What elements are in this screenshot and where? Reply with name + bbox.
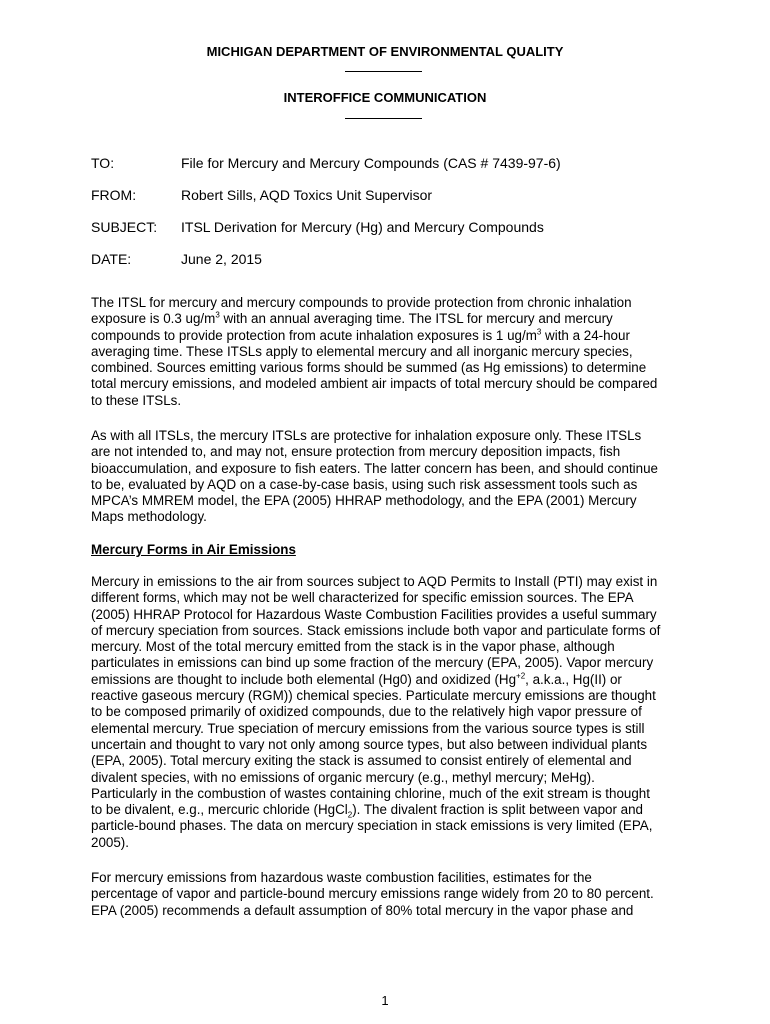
from-label: FROM:	[91, 187, 137, 203]
text-line: to these ITSLs.	[91, 392, 182, 408]
text-line: MPCA’s MMREM model, the EPA (2005) HHRAP methodology, and the EPA (2001) Mercury	[91, 493, 637, 509]
text-line: of mercury speciation from sources. Stack emissions include both vapor and particulate forms of	[91, 622, 661, 638]
text-line: emissions are thought to include both elemental (Hg0) and oxidized ($Hg^{+2}$, a.k.a., Hg(II) or	[91, 671, 622, 687]
text-line: Mercury in emissions to the air from sources subject to AQD Permits to Install (PTI) may exist in	[91, 574, 658, 589]
memo-type-heading: INTEROFFICE COMMUNICATION	[283, 90, 487, 105]
to-value: File for Mercury and Mercury Compounds (CAS # 7439-97-6)	[181, 155, 561, 171]
page-number: 1	[381, 993, 389, 1008]
text-line: particulates in emissions can bind up some fraction of the mercury (EPA, 2005). Vapor mercury	[91, 655, 654, 671]
to-label: TO:	[91, 155, 115, 171]
subject-value: ITSL Derivation for Mercury (Hg) and Mercury Compounds	[181, 219, 544, 235]
paragraph-mercury-forms	[91, 574, 691, 851]
text-line: reactive gaseous mercury (RGM)) chemical species. Particulate mercury emissions are thought	[91, 688, 656, 704]
text-line: divalent species, with no emissions of organic mercury (e.g., methyl mercury; MeHg).	[91, 769, 595, 785]
text-line: combined. Sources emitting various forms should be summed (as Hg emissions) to determine	[91, 360, 647, 376]
text-line: (2005) HHRAP Protocol for Hazardous Waste Combustion Facilities provides a useful summary	[91, 606, 657, 622]
text-line: compounds to provide protection from acute inhalation exposures is 1 $ug/m^3$ with a 24-hour	[91, 327, 630, 343]
subject-label: SUBJECT:	[91, 219, 158, 235]
text-line: (EPA, 2005). Total mercury exiting the stack is assumed to consist entirely of elemental and	[91, 753, 632, 769]
agency-heading: MICHIGAN DEPARTMENT OF ENVIRONMENTAL QUALITY	[206, 44, 564, 59]
paragraph-inhalation-scope	[91, 428, 691, 526]
text-line: bioaccumulation, and exposure to fish eaters. The latter concern has been, and should continue	[91, 460, 658, 476]
text-line: to be, evaluated by AQD on a case-by-case basis, using such risk assessment tools such as	[91, 476, 638, 492]
text-line: elemental mercury. True speciation of mercury emissions from the various source types is still	[91, 720, 645, 736]
text-line: For mercury emissions from hazardous waste combustion facilities, estimates for the	[91, 870, 592, 885]
header-divider	[345, 71, 422, 72]
paragraph-itsl-summary	[91, 295, 691, 409]
text-line: 2005).	[91, 834, 129, 850]
section-heading: Mercury Forms in Air Emissions	[91, 542, 296, 557]
text-line: to be composed primarily of oxidized compounds, due to the relatively high vapor pressure of	[91, 704, 642, 720]
paragraph-vapor-particle	[91, 870, 691, 919]
text-line: are not intended to, and may not, ensure protection from mercury deposition impacts, fish	[91, 444, 621, 460]
text-line: EPA (2005) recommends a default assumption of 80% total mercury in the vapor phase and	[91, 902, 634, 918]
text-line: The ITSL for mercury and mercury compounds to provide protection from chronic inhalation	[91, 295, 632, 310]
text-line: percentage of vapor and particle-bound mercury emissions range widely from 20 to 80 percent.	[91, 886, 654, 902]
text-line: mercury. Most of the total mercury emitted from the stack is in the vapor phase, although	[91, 639, 615, 655]
text-line: Maps methodology.	[91, 509, 207, 525]
text-line: to be divalent, e.g., mercuric chloride (HgCl$_2$). The divalent fraction is split between vapor and	[91, 802, 644, 820]
text-line: particle-bound phases. The data on mercury speciation in stack emissions is very limited (EPA,	[91, 818, 653, 834]
header-divider	[345, 118, 422, 119]
text-line: exposure is 0.3 $ug/m^3$ with an annual averaging time. The ITSL for mercury and mercury	[91, 310, 613, 327]
text-line: uncertain and thought to vary not only among source types, but also between individual plants	[91, 736, 648, 752]
text-line: As with all ITSLs, the mercury ITSLs are protective for inhalation exposure only. These ITSLs	[91, 428, 642, 443]
from-value: Robert Sills, AQD Toxics Unit Supervisor	[181, 187, 433, 203]
text-line: total mercury emissions, and modeled ambient air impacts of total mercury should be compared	[91, 376, 658, 392]
date-value: June 2, 2015	[181, 251, 262, 267]
text-line: Particularly in the combustion of wastes containing chlorine, much of the exit stream is thought	[91, 785, 650, 801]
text-line: different forms, which may not be well characterized for specific emission sources. The EPA	[91, 590, 634, 606]
text-line: averaging time. These ITSLs apply to elemental mercury and all inorganic mercury species,	[91, 343, 633, 359]
date-label: DATE:	[91, 251, 132, 267]
